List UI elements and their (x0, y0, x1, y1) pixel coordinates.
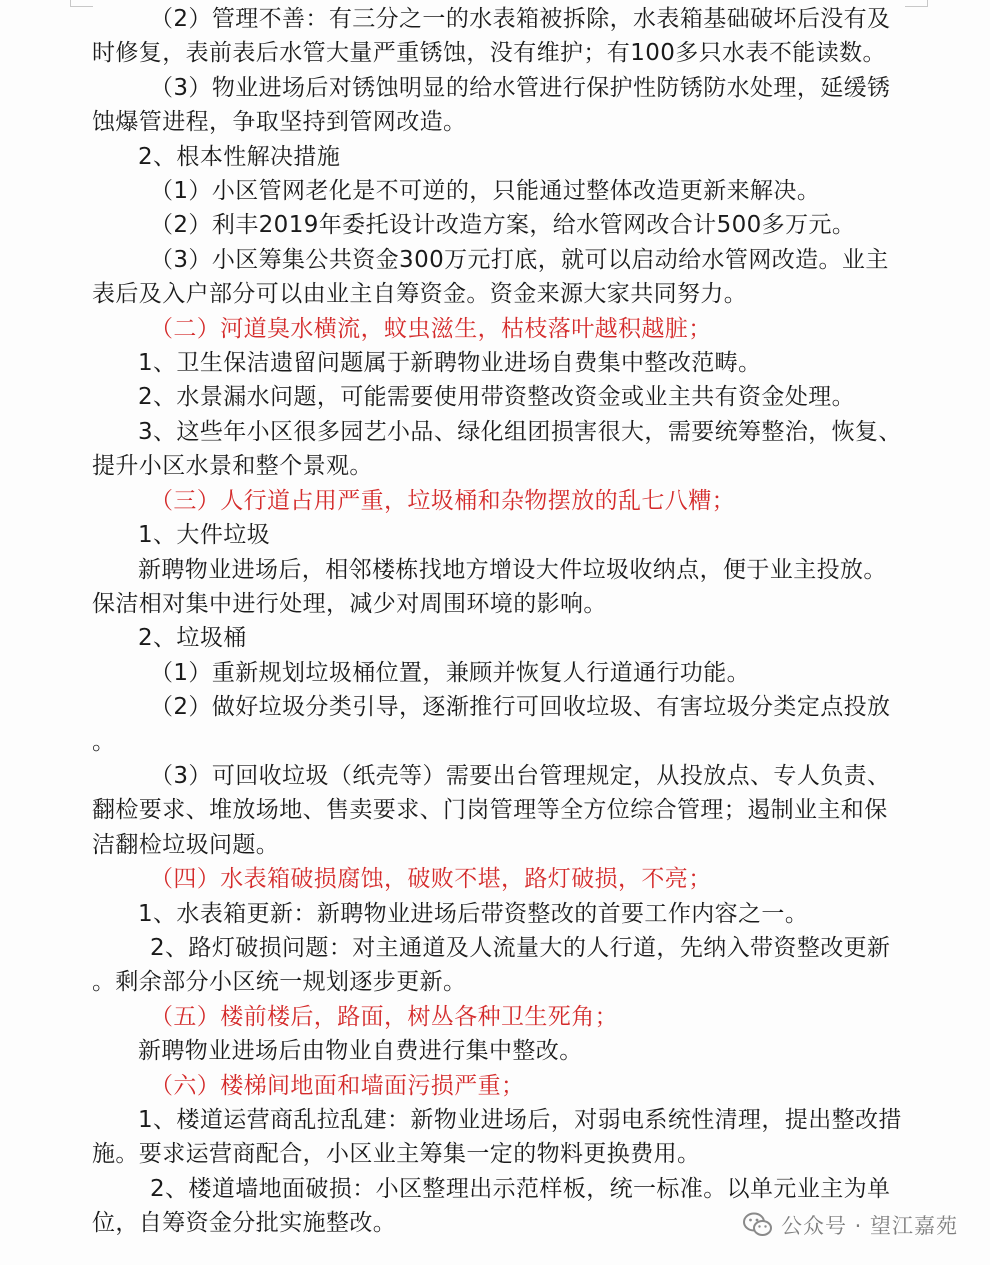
section-heading: （二）河道臭水横流，蚊虫滋生，枯枝落叶越积越脏； (150, 315, 712, 342)
document-body (92, 2, 907, 1241)
paragraph: （3）物业进场后对锈蚀明显的给水管进行保护性防锈防水处理，延缓锈蚀爆管进程，争取坚持到管网改造。 (92, 74, 891, 136)
section-heading: （三）人行道占用严重，垃圾桶和杂物摆放的乱七八糟； (150, 487, 735, 514)
paragraph: 新聘物业进场后由物业自费进行集中整改。 (138, 1038, 583, 1065)
paragraph: 3、这些年小区很多园艺小品、绿化组团损害很大，需要统筹整治，恢复、提升小区水景和整个景观。 (92, 418, 902, 480)
watermark (743, 1208, 958, 1242)
paragraph: 1、楼道运营商乱拉乱建：新物业进场后，对弱电系统性清理，提出整改措施。要求运营商配合，小区业主筹集一定的物料更换费用。 (92, 1107, 902, 1168)
paragraph: 新聘物业进场后，相邻楼栋找地方增设大件垃圾收纳点，便于业主投放。保洁相对集中进行处理，减少对周围环境的影响。 (92, 556, 887, 617)
paragraph: （3）可回收垃圾（纸壳等）需要出台管理规定，从投放点、专人负责、翻检要求、堆放场地、售卖要求、门岗管理等全方位综合管理；遏制业主和保洁翻检垃圾问题。 (92, 762, 891, 858)
paragraph: 2、根本性解决措施 (138, 143, 341, 170)
paragraph: 1、大件垃圾 (138, 522, 271, 549)
paragraph: 1、水表箱更新：新聘物业进场后带资整改的首要工作内容之一。 (138, 900, 809, 927)
paragraph: 。 (92, 728, 116, 755)
page-corner-mark-left (70, 0, 93, 7)
paragraph: 2、垃圾桶 (138, 625, 247, 652)
paragraph: 。剩余部分小区统一规划逐步更新。 (92, 969, 467, 996)
paragraph: 2、水景漏水问题，可能需要使用带资整改资金或业主共有资金处理。 (138, 384, 856, 411)
section-heading: （六）楼梯间地面和墙面污损严重； (150, 1072, 525, 1099)
paragraph: （2）管理不善：有三分之一的水表箱被拆除，水表箱基础破坏后没有及时修复，表前表后水管大量严重锈蚀，没有维护；有100多只水表不能读数。 (92, 6, 891, 67)
paragraph: 2、路灯破损问题：对主通道及人流量大的人行道，先纳入带资整改更新 (150, 934, 891, 961)
wechat-icon (743, 1212, 773, 1238)
paragraph: （3）小区筹集公共资金300万元打底，就可以启动给水管网改造。业主表后及入户部分可以由业主自筹资金。资金来源大家共同努力。 (92, 246, 889, 308)
page-corner-mark-right (905, 0, 928, 7)
paragraph: 2、楼道墙地面破损：小区整理出示范样板，统一标准。以单元业主为单位，自筹资金分批实施整改。 (92, 1175, 891, 1237)
section-heading: （四）水表箱破损腐蚀，破败不堪，路灯破损，不亮； (150, 866, 712, 893)
paragraph: 1、卫生保洁遗留问题属于新聘物业进场自费集中整改范畴。 (138, 350, 762, 377)
paragraph: （2）利丰2019年委托设计改造方案，给水管网改合计500多万元。 (150, 212, 856, 239)
section-heading: （五）楼前楼后，路面，树丛各种卫生死角； (150, 1003, 618, 1030)
paragraph: （1）重新规划垃圾桶位置，兼顾并恢复人行道通行功能。 (150, 659, 751, 686)
paragraph: （1）小区管网老化是不可逆的，只能通过整体改造更新来解决。 (150, 178, 821, 205)
paragraph: （2）做好垃圾分类引导，逐渐推行可回收垃圾、有害垃圾分类定点投放 (150, 694, 891, 721)
watermark-text: 公众号 · 望江嘉苑 (780, 1214, 958, 1238)
